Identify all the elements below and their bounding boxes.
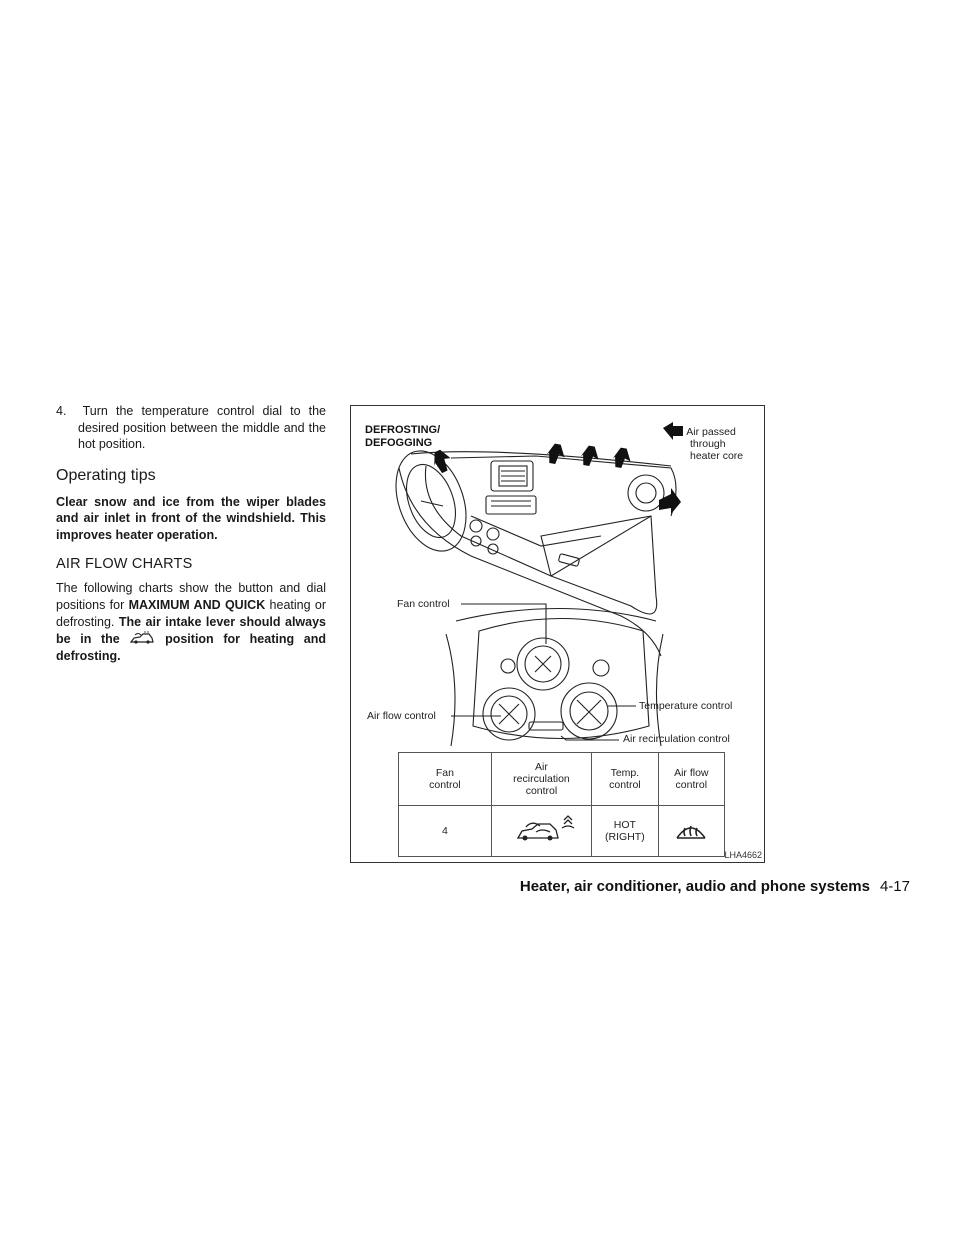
legend-line: heater core xyxy=(690,450,744,462)
figure-heading xyxy=(365,424,440,450)
label-temperature-control: Temperature control xyxy=(639,700,733,712)
header-temp xyxy=(592,753,658,806)
air-flow-charts-text xyxy=(56,580,326,665)
left-column xyxy=(56,403,326,665)
footer-title: Heater, air conditioner, audio and phone systems xyxy=(519,878,870,895)
cell-temp-value xyxy=(592,806,658,857)
text-segment: The following charts show the button and dial positions for xyxy=(56,581,326,612)
step-4 xyxy=(56,403,326,453)
operating-tips-text: Clear snow and ice from the wiper blades and air inlet in front of the windshield. This improves heater operation. xyxy=(56,494,326,542)
header-fan xyxy=(399,753,492,806)
header-recirculation xyxy=(491,753,591,806)
header-line: control xyxy=(675,779,708,791)
legend-line: : Air passed xyxy=(681,426,736,438)
heading-line: DEFOGGING xyxy=(365,437,433,449)
page-number: 4-17 xyxy=(879,878,910,895)
cell-recirculation-icon xyxy=(491,806,591,857)
air-flow-table xyxy=(398,752,725,857)
text-emphasis: position for heating and defrosting. xyxy=(56,632,326,663)
header-line: Temp. xyxy=(610,767,640,779)
step-number: 4. xyxy=(56,404,67,418)
step-text: Turn the temperature control dial to the desired position between the middle and the hot position. xyxy=(78,404,327,451)
legend-text xyxy=(681,426,743,462)
label-recirculation-control: Air recirculation control xyxy=(623,733,730,745)
text-segment: heating or defrosting. xyxy=(56,598,326,629)
header-line: control xyxy=(429,779,461,791)
legend-line: through xyxy=(690,438,726,450)
operating-tips-heading: Operating tips xyxy=(56,466,156,484)
temp-line: (RIGHT) xyxy=(605,831,645,843)
heading-line: DEFROSTING/ xyxy=(365,424,441,436)
text-emphasis: The air intake lever should always be in the xyxy=(56,615,326,646)
table-row xyxy=(399,806,725,857)
header-line: recirculation xyxy=(513,773,570,785)
air-flow-charts-heading: AIR FLOW CHARTS xyxy=(56,556,193,572)
table-header-row xyxy=(399,753,725,806)
label-fan-control: Fan control xyxy=(397,598,450,610)
outside-air-icon xyxy=(506,814,576,846)
defrost-figure xyxy=(350,405,765,863)
temp-line: HOT xyxy=(613,819,636,831)
header-line: Air flow xyxy=(674,767,709,779)
outside-air-icon xyxy=(129,631,155,645)
defrost-icon xyxy=(674,816,708,844)
header-line: control xyxy=(609,779,641,791)
header-line: control xyxy=(525,785,558,797)
header-line: Air xyxy=(535,761,548,773)
cell-air-flow-icon xyxy=(658,806,724,857)
page-footer xyxy=(520,878,910,895)
label-air-flow-control: Air flow control xyxy=(367,710,436,722)
header-air-flow xyxy=(658,753,724,806)
cell-fan-value: 4 xyxy=(399,806,492,857)
header-line: Fan xyxy=(435,767,454,779)
figure-code: LHA4662 xyxy=(724,850,762,860)
text-emphasis: MAXIMUM AND QUICK xyxy=(128,598,266,612)
